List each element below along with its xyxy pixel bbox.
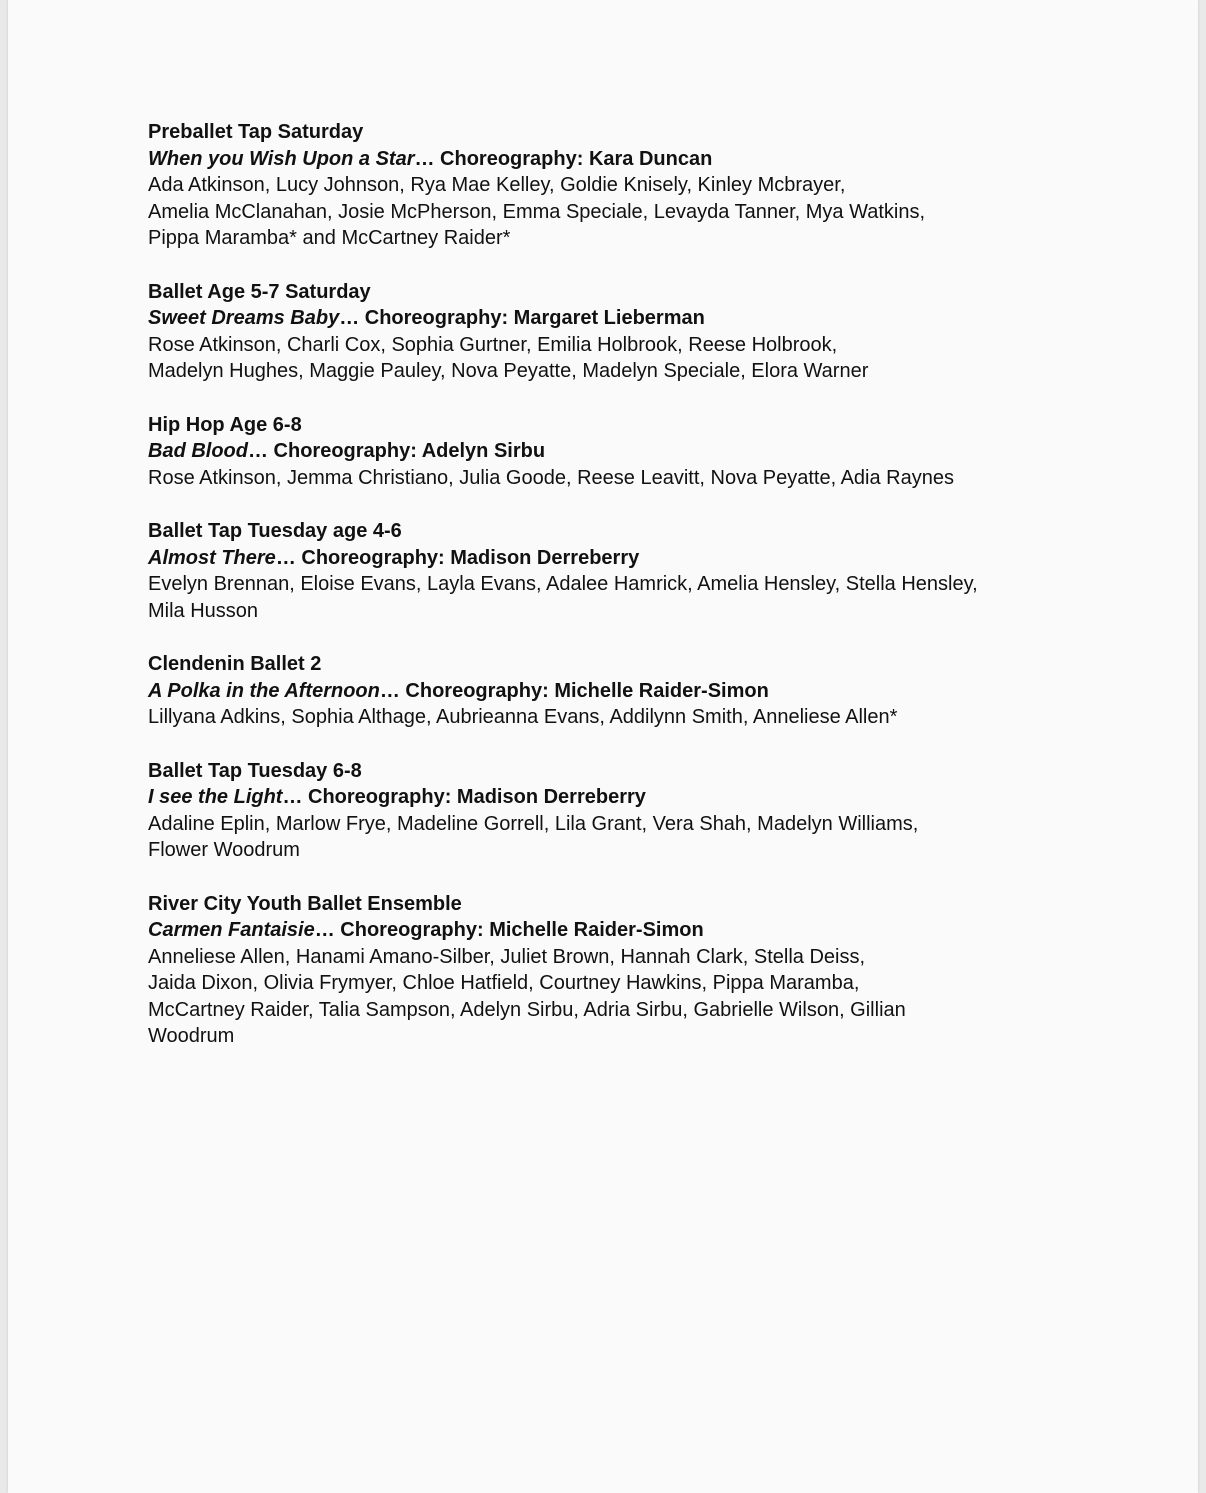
dancer-list-line: Flower Woodrum <box>148 839 300 861</box>
piece-line <box>148 917 1068 944</box>
program-content <box>148 119 1068 1077</box>
dancer-list-line: Ada Atkinson, Lucy Johnson, Rya Mae Kelley, Goldie Knisely, Kinley Mcbrayer, <box>148 174 846 196</box>
choreography-label: … Choreography: <box>414 147 589 170</box>
choreographer-name: Michelle Raider-Simon <box>554 679 769 702</box>
dancer-list-line: Adaline Eplin, Marlow Frye, Madeline Gorrell, Lila Grant, Vera Shah, Madelyn Williams, <box>148 812 919 835</box>
document-page <box>8 0 1198 1493</box>
piece-line <box>148 146 1068 173</box>
dancer-list-line: Amelia McClanahan, Josie McPherson, Emma Speciale, Levayda Tanner, Mya Watkins, <box>148 200 926 223</box>
program-section <box>148 891 1068 1050</box>
piece-line <box>148 305 1068 332</box>
choreography-label: … Choreography: <box>339 307 514 329</box>
class-title: River City Youth Ballet Ensemble <box>148 892 462 915</box>
piece-title: When you Wish Upon a Star <box>148 147 415 170</box>
class-title: Clendenin Ballet 2 <box>148 653 322 675</box>
choreography-label: … Choreography: <box>379 679 555 702</box>
choreography-label: … Choreography: <box>275 546 451 569</box>
class-title: Ballet Age 5-7 Saturday <box>148 280 371 303</box>
program-section <box>148 651 1068 731</box>
dancer-list-line: Mila Husson <box>148 599 259 622</box>
piece-title: Bad Blood <box>148 440 248 462</box>
piece-line <box>148 438 1068 465</box>
dancer-list-line: Woodrum <box>148 1025 235 1047</box>
choreography-label: … Choreography: <box>314 919 490 941</box>
program-section <box>148 758 1068 864</box>
program-section <box>148 279 1068 385</box>
dancer-list-line: Jaida Dixon, Olivia Frymyer, Chloe Hatfield, Courtney Hawkins, Pippa Maramba, <box>148 972 860 994</box>
dancer-list-line: Lillyana Adkins, Sophia Althage, Aubrieanna Evans, Addilynn Smith, Anneliese Allen* <box>148 706 898 728</box>
choreographer-name: Michelle Raider-Simon <box>489 919 704 941</box>
piece-title: Almost There <box>148 546 276 569</box>
class-title: Ballet Tap Tuesday 6-8 <box>148 759 362 782</box>
dancer-list-line: Evelyn Brennan, Eloise Evans, Layla Evans, Adalee Hamrick, Amelia Hensley, Stella Hensley, <box>148 573 978 595</box>
dancer-list-line: Madelyn Hughes, Maggie Pauley, Nova Peyatte, Madelyn Speciale, Elora Warner <box>148 360 869 382</box>
dancer-list-line: Rose Atkinson, Charli Cox, Sophia Gurtner, Emilia Holbrook, Reese Holbrook, <box>148 333 838 356</box>
program-section <box>148 412 1068 492</box>
piece-title: I see the Light <box>148 786 283 808</box>
class-title: Hip Hop Age 6-8 <box>148 413 302 436</box>
choreography-label: … Choreography: <box>282 786 457 808</box>
piece-title: Carmen Fantaisie <box>148 919 315 941</box>
class-title: Preballet Tap Saturday <box>148 121 364 143</box>
choreographer-name: Madison Derreberry <box>450 546 640 569</box>
choreographer-name: Margaret Lieberman <box>513 307 705 329</box>
program-section <box>148 518 1068 624</box>
dancer-list-line: Rose Atkinson, Jemma Christiano, Julia Goode, Reese Leavitt, Nova Peyatte, Adia Raynes <box>148 466 954 489</box>
choreographer-name: Adelyn Sirbu <box>421 440 546 462</box>
choreographer-name: Kara Duncan <box>588 147 713 170</box>
piece-line <box>148 784 1068 811</box>
piece-title: A Polka in the Afternoon <box>148 679 380 702</box>
piece-title: Sweet Dreams Baby <box>148 307 340 329</box>
class-title: Ballet Tap Tuesday age 4-6 <box>148 520 402 542</box>
piece-line <box>148 545 1068 572</box>
choreographer-name: Madison Derreberry <box>456 786 646 808</box>
dancer-list-line: Anneliese Allen, Hanami Amano-Silber, Juliet Brown, Hannah Clark, Stella Deiss, <box>148 945 866 968</box>
dancer-list-line: Pippa Maramba* and McCartney Raider* <box>148 227 511 249</box>
piece-line <box>148 678 1068 705</box>
choreography-label: … Choreography: <box>248 440 422 462</box>
program-section <box>148 119 1068 252</box>
dancer-list-line: McCartney Raider, Talia Sampson, Adelyn Sirbu, Adria Sirbu, Gabrielle Wilson, Gillian <box>148 998 906 1021</box>
